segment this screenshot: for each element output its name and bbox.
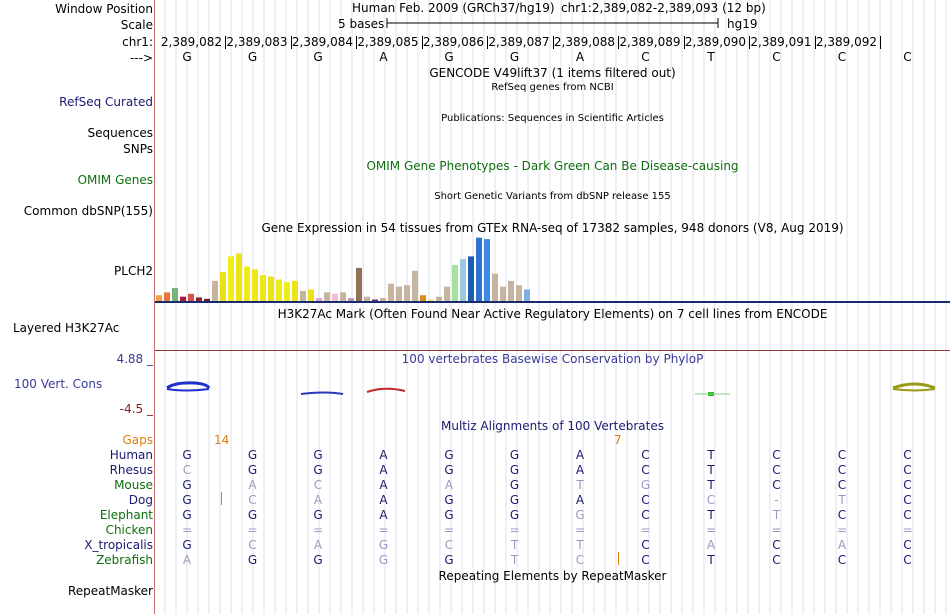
gtex-bar — [292, 281, 298, 301]
aligned-base: C — [837, 508, 847, 522]
gtex-bar — [244, 266, 250, 301]
gtex-bar — [492, 274, 498, 301]
track-label-refseq[interactable]: RefSeq Curated — [59, 95, 153, 109]
aligned-base: C — [837, 553, 847, 567]
label-window-position: Window Position — [55, 2, 153, 16]
aligned-base: C — [837, 463, 847, 477]
aligned-base: G — [444, 493, 454, 507]
phylop-mark-4 — [695, 392, 730, 396]
reference-base: T — [707, 50, 715, 64]
aligned-base: C — [903, 448, 912, 462]
aligned-base: = — [771, 523, 782, 537]
aligned-base: A — [379, 493, 388, 507]
aligned-base: C — [641, 508, 650, 522]
aligned-base: G — [313, 508, 323, 522]
aligned-base: A — [313, 538, 323, 552]
gtex-bar — [228, 256, 234, 301]
aligned-base: T — [576, 478, 584, 492]
aligned-base: G — [640, 478, 651, 492]
ruler-coordinate: 2,389,082 — [160, 35, 222, 49]
gtex-bar — [380, 298, 386, 301]
aligned-base: A — [379, 508, 388, 522]
aligned-base: A — [379, 478, 388, 492]
species-label[interactable]: Dog — [128, 493, 153, 507]
track-label-dbsnp[interactable]: Common dbSNP(155) — [23, 204, 153, 218]
reference-base: C — [837, 50, 847, 64]
aligned-base: C — [903, 508, 912, 522]
ruler-tick — [880, 36, 881, 49]
aligned-base: = — [443, 523, 455, 537]
aligned-base: C — [837, 478, 847, 492]
aligned-base: G — [247, 448, 258, 462]
aligned-base: G — [444, 448, 454, 462]
aligned-base: C — [903, 478, 912, 492]
aligned-base: C — [903, 463, 912, 477]
aligned-base: G — [247, 463, 258, 477]
gtex-bar — [196, 297, 202, 301]
aligned-base: T — [707, 553, 715, 567]
reference-base: G — [509, 50, 520, 64]
gtex-bar — [364, 297, 370, 301]
ruler-coordinate: 2,389,085 — [357, 35, 419, 49]
aligned-base: C — [641, 463, 650, 477]
aligned-base: G — [509, 493, 520, 507]
gtex-bar — [348, 298, 354, 301]
gtex-bar — [436, 297, 442, 301]
aligned-base: A — [575, 448, 585, 462]
ruler-coordinate: 2,389,088 — [553, 35, 615, 49]
aligned-base: A — [575, 493, 585, 507]
aligned-base: C — [706, 493, 716, 507]
gap-tick-zebrafish — [618, 552, 619, 565]
gtex-bar — [284, 282, 290, 301]
gtex-bar — [388, 284, 394, 301]
omim-title: OMIM Gene Phenotypes - Dark Green Can Be Disease-causing — [366, 159, 739, 173]
refseq-title: RefSeq genes from NCBI — [491, 82, 614, 93]
aligned-base: T — [772, 508, 781, 522]
gtex-bar — [460, 259, 466, 301]
aligned-base: = — [247, 523, 258, 537]
aligned-base: C — [248, 538, 257, 552]
reference-base: C — [641, 50, 650, 64]
gtex-bar — [468, 256, 474, 301]
h3k27ac-title: H3K27Ac Mark (Often Found Near Active Regulatory Elements) on 7 cell lines from ENCODE — [277, 307, 828, 321]
aligned-base: G — [182, 493, 192, 507]
gtex-bar — [188, 294, 194, 301]
reference-base: G — [313, 50, 323, 64]
gtex-bar — [372, 300, 378, 301]
aligned-base: A — [379, 463, 388, 477]
gtex-bar — [252, 269, 258, 301]
reference-base: G — [182, 50, 192, 64]
gtex-bar — [212, 281, 218, 301]
aligned-base: T — [707, 478, 715, 492]
aligned-base: - — [774, 493, 779, 507]
gtex-bar — [172, 288, 178, 301]
aligned-base: G — [444, 463, 454, 477]
aligned-base: C — [903, 493, 912, 507]
region-position[interactable]: chr1:2,389,082-2,389,093 (12 bp) — [561, 1, 766, 15]
h3k27ac-baseline — [155, 350, 950, 351]
gtex-bar — [164, 292, 170, 301]
aligned-base: G — [313, 463, 323, 477]
aligned-base: G — [509, 478, 520, 492]
aligned-base: T — [576, 538, 584, 552]
aligned-base: G — [509, 463, 520, 477]
aligned-base: T — [838, 493, 846, 507]
gtex-bar — [340, 292, 346, 301]
aligned-base: G — [509, 448, 520, 462]
aligned-base: T — [510, 538, 519, 552]
species-label[interactable]: Zebrafish — [96, 553, 153, 567]
phylop-mark-5 — [893, 384, 935, 391]
gtex-bar — [524, 289, 530, 301]
gtex-bar — [508, 281, 514, 301]
ruler-coordinate: 2,389,087 — [488, 35, 550, 49]
phylop-mark-1 — [167, 383, 209, 391]
gtex-bar — [476, 238, 482, 301]
species-label[interactable]: Elephant — [99, 508, 153, 522]
reference-base: C — [772, 50, 781, 64]
track-label-h3k27ac[interactable]: Layered H3K27Ac — [13, 321, 120, 335]
phylop-signal[interactable] — [155, 378, 950, 402]
scale-text: 5 bases — [338, 17, 385, 31]
gtex-bar — [324, 292, 330, 301]
aligned-base: = — [574, 523, 586, 537]
aligned-base: A — [575, 463, 585, 477]
gtex-bar — [420, 295, 426, 301]
track-label-repeatmasker[interactable]: RepeatMasker — [67, 584, 153, 598]
aligned-base: G — [247, 553, 258, 567]
assembly-name: Human Feb. 2009 (GRCh37/hg19) — [352, 1, 555, 15]
scale-db: hg19 — [727, 17, 758, 31]
gtex-bar — [308, 289, 314, 301]
gtex-bar — [332, 294, 338, 301]
aligned-base: T — [707, 463, 715, 477]
aligned-base: G — [313, 448, 323, 462]
aligned-base: = — [640, 523, 651, 537]
gtex-title: Gene Expression in 54 tissues from GTEx RNA-seq of 17382 samples, 948 donors (V8, Aug 2019) — [261, 221, 844, 235]
aligned-base: C — [641, 538, 650, 552]
label-scale: Scale — [120, 18, 153, 32]
gtex-bar — [268, 277, 274, 301]
aligned-base: = — [181, 523, 193, 537]
aligned-base: G — [313, 553, 323, 567]
aligned-base: A — [444, 478, 454, 492]
aligned-base: G — [182, 508, 192, 522]
aligned-base: C — [837, 448, 847, 462]
label-strand: ---> — [129, 51, 153, 65]
aligned-base: A — [379, 448, 388, 462]
aligned-base: C — [772, 538, 781, 552]
aligned-base: C — [182, 463, 192, 477]
aligned-base: T — [510, 553, 519, 567]
gtex-bar — [156, 295, 162, 301]
gtex-bar — [428, 300, 434, 301]
gtex-bar — [260, 275, 266, 301]
aligned-base: C — [772, 553, 781, 567]
aligned-base: C — [641, 553, 650, 567]
cons-min-value: -4.5 _ — [119, 402, 153, 416]
track-label-cons[interactable]: 100 Vert. Cons — [14, 377, 103, 391]
gtex-bar — [316, 298, 322, 301]
aligned-base: C — [772, 448, 781, 462]
track-label-sequences[interactable]: Sequences — [87, 126, 153, 140]
aligned-base: A — [248, 478, 257, 492]
aligned-base: = — [902, 523, 913, 537]
scale-bar — [386, 17, 720, 29]
ruler-coordinate: 2,389,091 — [750, 35, 812, 49]
gtex-bar — [236, 253, 242, 301]
aligned-base: C — [575, 553, 585, 567]
aligned-base: C — [772, 463, 781, 477]
aligned-base: = — [705, 523, 717, 537]
aligned-base: G — [444, 508, 454, 522]
aligned-base: C — [641, 448, 650, 462]
track-label-gaps: Gaps — [122, 433, 153, 447]
aligned-base: C — [444, 538, 454, 552]
gtex-bar — [404, 285, 410, 301]
repeatmasker-title: Repeating Elements by RepeatMasker — [438, 569, 667, 583]
aligned-base: G — [509, 508, 520, 522]
aligned-base: G — [182, 478, 192, 492]
gap-count-2: 7 — [614, 433, 622, 447]
reference-base: A — [379, 50, 388, 64]
aligned-base: C — [772, 478, 781, 492]
ruler-coordinate: 2,389,083 — [226, 35, 288, 49]
label-chrom: chr1: — [122, 35, 153, 49]
aligned-base: C — [641, 493, 650, 507]
aligned-base: C — [248, 493, 257, 507]
aligned-base: A — [313, 493, 323, 507]
aligned-base: G — [182, 538, 192, 552]
aligned-base: G — [378, 553, 389, 567]
ruler-coordinate: 2,389,084 — [291, 35, 353, 49]
gtex-bar — [220, 272, 226, 301]
species-label[interactable]: Mouse — [114, 478, 153, 492]
gap-count-1: 14 — [214, 433, 230, 447]
multiz-title: Multiz Alignments of 100 Vertebrates — [440, 419, 665, 433]
reference-base: A — [575, 50, 585, 64]
dbsnp-title: Short Genetic Variants from dbSNP release 155 — [434, 191, 671, 202]
cons-max-value: 4.88 _ — [116, 352, 153, 366]
gencode-title[interactable]: GENCODE V49lift37 (1 items filtered out) — [429, 66, 676, 80]
reference-base: C — [903, 50, 912, 64]
aligned-base: T — [707, 508, 715, 522]
species-label[interactable]: Rhesus — [109, 463, 153, 477]
gtex-bar — [452, 265, 458, 301]
aligned-base: C — [313, 478, 323, 492]
gtex-bar — [516, 285, 522, 301]
phylop-title: 100 vertebrates Basewise Conservation by PhyloP — [401, 352, 704, 366]
aligned-base: G — [182, 448, 192, 462]
gtex-bar — [412, 271, 418, 301]
gtex-bar — [204, 299, 210, 301]
species-label[interactable]: X_tropicalis — [84, 538, 153, 552]
track-label-omim[interactable]: OMIM Genes — [77, 173, 153, 187]
track-label-plch2[interactable]: PLCH2 — [114, 264, 153, 278]
phylop-mark-2 — [301, 393, 343, 395]
gap-tick-dog — [221, 492, 222, 505]
aligned-base: G — [575, 508, 585, 522]
ruler-coordinate: 2,389,086 — [422, 35, 484, 49]
aligned-base: = — [836, 523, 848, 537]
aligned-base: G — [247, 508, 258, 522]
reference-base: G — [444, 50, 454, 64]
track-label-snps[interactable]: SNPs — [123, 142, 153, 156]
ruler-coordinate: 2,389,090 — [684, 35, 746, 49]
aligned-base: G — [378, 538, 389, 552]
aligned-base: = — [378, 523, 389, 537]
gtex-bar — [396, 287, 402, 301]
phylop-mark-3 — [367, 389, 405, 392]
gtex-bar — [276, 279, 282, 301]
publications-title: Publications: Sequences in Scientific Articles — [441, 113, 664, 124]
gtex-bar — [500, 287, 506, 301]
gtex-bar — [300, 291, 306, 301]
aligned-base: A — [837, 538, 847, 552]
gtex-bar — [444, 287, 450, 301]
aligned-base: C — [903, 553, 912, 567]
aligned-base: C — [903, 538, 912, 552]
aligned-base: G — [444, 553, 454, 567]
gtex-bar — [484, 239, 490, 301]
gtex-bar — [356, 268, 362, 301]
aligned-base: = — [509, 523, 520, 537]
aligned-base: A — [182, 553, 192, 567]
aligned-base: = — [312, 523, 324, 537]
ruler-coordinate: 2,389,089 — [619, 35, 681, 49]
reference-base: G — [247, 50, 258, 64]
gtex-bar-chart[interactable] — [155, 234, 950, 304]
species-label[interactable]: Chicken — [105, 523, 153, 537]
species-label[interactable]: Human — [109, 448, 153, 462]
aligned-base: A — [706, 538, 716, 552]
gtex-bar — [180, 297, 186, 301]
aligned-base: T — [707, 448, 715, 462]
ruler-coordinate: 2,389,092 — [815, 35, 877, 49]
